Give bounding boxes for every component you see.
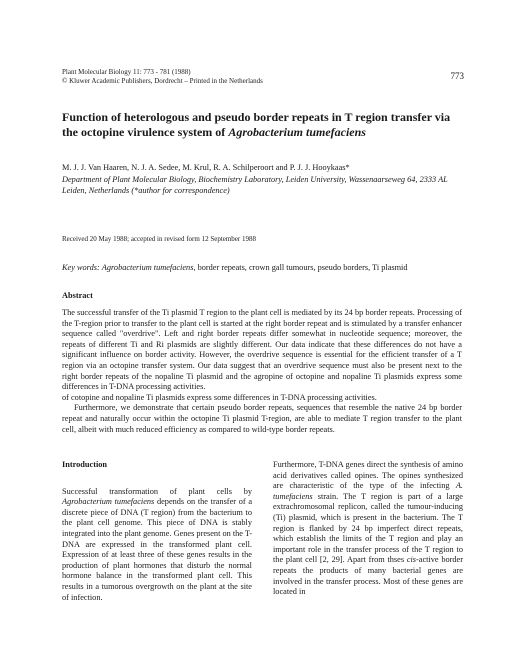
- intro-left-text-2: depends on the transfer of a discrete piece of DNA (T region) from the bacterium to the plant cell genome. This piece of DNA is stably integrated into the plant genome. Genes present on the T-DNA are expressed in the transformed plant cell. Expression of at least three of these genes results in the production of plant hormones that disturb the normal hormone balance in the transformed plant cell. This results in a tumorous overgrowth on the plant at the site of infection.: [62, 497, 252, 602]
- received-date: Received 20 May 1988; accepted in revised form 12 September 1988: [62, 235, 256, 243]
- title-italic-species: Agrobacterium tumefaciens: [228, 125, 366, 139]
- intro-right-italic-cis: cis: [406, 555, 417, 565]
- intro-left-paragraph: [62, 487, 252, 604]
- journal-line-1: Plant Molecular Biology 11: 773 - 781 (1988): [62, 68, 191, 76]
- keywords-rest: , border repeats, crown gall tumours, pseudo borders, Ti plasmid: [193, 263, 408, 272]
- intro-right-text-2: strain. The T region is part of a large extrachromosomal replicon, called the tumour-inducing (Ti) plasmid, which is present in the bacterium. The T region is flanked by 24 bp imperfect direct repeats, which establish the limits of the T region and play an important role in the transfer process of the T region to the plant cell [2, 29]. Apart from thses: [273, 491, 463, 565]
- intro-left-italic-species: Agrobacterium tumefaciens: [62, 497, 155, 507]
- abstract-heading: Abstract: [62, 291, 93, 300]
- journal-line-2: © Kluwer Academic Publishers, Dordrecht – Printed in the Netherlands: [62, 76, 263, 85]
- abstract-body: [62, 308, 462, 435]
- abstract-paragraph-1: The successful transfer of the Ti plasmid T region to the plant cell is mediated by its 24 bp border repeats. Processing of the T-region prior to transfer to the plant cell is started at the right border repeat and is stimulated by a transfer enhancer sequence called "overdrive". Left and right border repeats differ somewhat in nucleotide sequence; moreover, the repeats of different Ti and Ri plasmids are slightly different. Our data indicate that these differences do not have a significant influence on border activity. However, the overdrive sequence is essential for the efficient transfer of a T region via an octopine transfer system. Our data suggest that an overdrive sequence must also be present next to the right border repeats of the nopaline Ti plasmid and the agropine of octopine and nopaline Ti plasmids express some differences in T-DNA processing activities.: [62, 308, 462, 392]
- introduction-heading: Introduction: [62, 460, 108, 469]
- intro-right-column: [273, 460, 463, 598]
- intro-right-italic-species: A. tumefaciens: [273, 481, 463, 501]
- affiliation: Department of Plant Molecular Biology, Biochemistry Laboratory, Leiden University, Wassenaarseweg 64, 2333 AL Leiden, Netherlands (*author for correspondence): [62, 175, 448, 195]
- keyword-species: Agrobacterium tumefaciens: [101, 263, 194, 272]
- intro-right-text-1: Furthermore, T-DNA genes direct the synthesis of amino acid derivatives called opines. The opines synthesized are characteristic of the type of the infecting: [273, 460, 463, 491]
- abstract-paragraph-2: Furthermore, we demonstrate that certain pseudo border repeats, sequences that resemble the native 24 bp border repeat and naturally occur within the octopine Ti plasmid T-region, are able to mediate T region transfer to the plant cell, albeit with much reduced efficiency as compared to wild-type border repeats.: [62, 403, 462, 434]
- keywords-label: Key words:: [62, 263, 100, 272]
- journal-citation: [62, 68, 263, 85]
- author-list: M. J. J. Van Haaren, N. J. A. Sedee, M. Krul, R. A. Schilperoort and P. J. J. Hooykaas*: [62, 163, 350, 172]
- keywords: [62, 263, 462, 272]
- title-text: Function of heterologous and pseudo border repeats in T region transfer via the octopine virulence system of: [62, 110, 451, 139]
- intro-left-text-1: Successful transformation of plant cells by: [62, 486, 252, 496]
- page-number: 773: [450, 71, 464, 81]
- intro-right-text-3: -active border repeats the products of many bacterial genes are involved in the transfer process. Most of these genes are located in: [273, 555, 463, 597]
- article-title: [62, 110, 462, 140]
- abstract-paragraph-1-extra: of cotopine and nopaline Ti plasmids express some differences in T-DNA processing activities.: [62, 392, 377, 402]
- intro-right-paragraph: [273, 460, 463, 598]
- intro-left-column: [62, 460, 252, 603]
